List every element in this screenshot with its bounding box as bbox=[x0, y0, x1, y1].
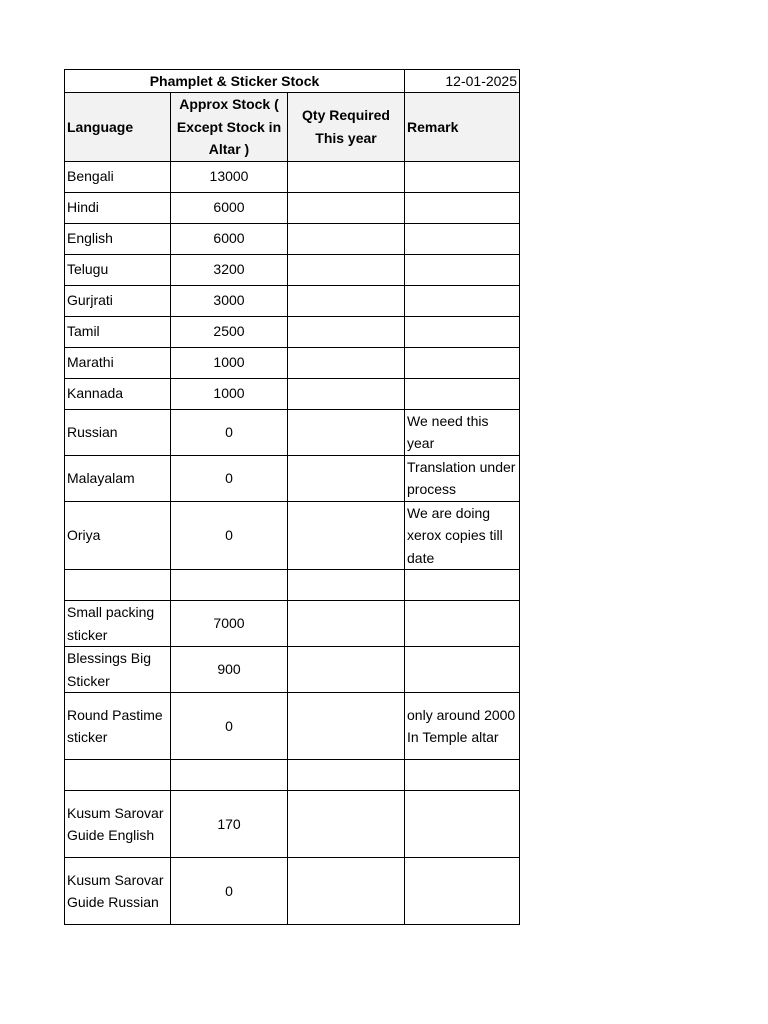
language-cell: Oriya bbox=[65, 501, 171, 570]
language-cell: Malayalam bbox=[65, 455, 171, 501]
table-row bbox=[65, 409, 520, 455]
qty-cell bbox=[288, 192, 405, 223]
remark-cell bbox=[405, 223, 520, 254]
remark-cell bbox=[405, 285, 520, 316]
table-row bbox=[65, 347, 520, 378]
qty-cell bbox=[288, 647, 405, 693]
stock-cell bbox=[171, 570, 288, 601]
language-cell: Gurjrati bbox=[65, 285, 171, 316]
remark-cell bbox=[405, 601, 520, 647]
qty-cell bbox=[288, 161, 405, 192]
table-row bbox=[65, 570, 520, 601]
language-cell: Bengali bbox=[65, 161, 171, 192]
stock-cell bbox=[171, 760, 288, 791]
table-row bbox=[65, 223, 520, 254]
stock-cell: 1000 bbox=[171, 378, 288, 409]
stock-cell: 900 bbox=[171, 647, 288, 693]
table-row bbox=[65, 693, 520, 760]
remark-cell bbox=[405, 647, 520, 693]
table-row bbox=[65, 647, 520, 693]
remark-cell bbox=[405, 192, 520, 223]
table-row bbox=[65, 601, 520, 647]
table-row bbox=[65, 192, 520, 223]
language-cell: Marathi bbox=[65, 347, 171, 378]
qty-cell bbox=[288, 501, 405, 570]
language-cell: Small packing sticker bbox=[65, 601, 171, 647]
remark-cell bbox=[405, 254, 520, 285]
remark-cell bbox=[405, 316, 520, 347]
stock-cell: 0 bbox=[171, 455, 288, 501]
table-row bbox=[65, 285, 520, 316]
language-cell bbox=[65, 760, 171, 791]
qty-cell bbox=[288, 223, 405, 254]
header-row bbox=[65, 93, 520, 162]
stock-table bbox=[64, 69, 520, 925]
stock-cell: 6000 bbox=[171, 192, 288, 223]
qty-cell bbox=[288, 409, 405, 455]
stock-cell: 0 bbox=[171, 501, 288, 570]
qty-cell bbox=[288, 601, 405, 647]
stock-cell: 7000 bbox=[171, 601, 288, 647]
header-approx-stock: Approx Stock ( Except Stock in Altar ) bbox=[171, 93, 288, 162]
remark-cell: only around 2000 In Temple altar bbox=[405, 693, 520, 760]
qty-cell bbox=[288, 378, 405, 409]
qty-cell bbox=[288, 285, 405, 316]
language-cell: Hindi bbox=[65, 192, 171, 223]
stock-cell: 2500 bbox=[171, 316, 288, 347]
title-row bbox=[65, 70, 520, 93]
remark-cell bbox=[405, 760, 520, 791]
qty-cell bbox=[288, 693, 405, 760]
remark-cell bbox=[405, 791, 520, 858]
stock-cell: 0 bbox=[171, 693, 288, 760]
stock-cell: 0 bbox=[171, 409, 288, 455]
remark-cell: Translation under process bbox=[405, 455, 520, 501]
language-cell: Round Pastime sticker bbox=[65, 693, 171, 760]
qty-cell bbox=[288, 455, 405, 501]
language-cell: Kannada bbox=[65, 378, 171, 409]
language-cell bbox=[65, 570, 171, 601]
language-cell: Kusum Sarovar Guide Russian bbox=[65, 858, 171, 925]
qty-cell bbox=[288, 347, 405, 378]
language-cell: English bbox=[65, 223, 171, 254]
stock-cell: 1000 bbox=[171, 347, 288, 378]
header-qty-required: Qty Required This year bbox=[288, 93, 405, 162]
stock-cell: 170 bbox=[171, 791, 288, 858]
remark-cell: We are doing xerox copies till date bbox=[405, 501, 520, 570]
language-cell: Kusum Sarovar Guide English bbox=[65, 791, 171, 858]
language-cell: Russian bbox=[65, 409, 171, 455]
qty-cell bbox=[288, 791, 405, 858]
qty-cell bbox=[288, 254, 405, 285]
stock-cell: 3000 bbox=[171, 285, 288, 316]
stock-cell: 6000 bbox=[171, 223, 288, 254]
table-row bbox=[65, 791, 520, 858]
table-row bbox=[65, 455, 520, 501]
table-row bbox=[65, 254, 520, 285]
table-row bbox=[65, 378, 520, 409]
language-cell: Tamil bbox=[65, 316, 171, 347]
qty-cell bbox=[288, 760, 405, 791]
table-row bbox=[65, 501, 520, 570]
language-cell: Telugu bbox=[65, 254, 171, 285]
remark-cell bbox=[405, 570, 520, 601]
sheet-date: 12-01-2025 bbox=[405, 70, 520, 93]
sheet-title: Phamplet & Sticker Stock bbox=[65, 70, 405, 93]
table-row bbox=[65, 760, 520, 791]
stock-cell: 3200 bbox=[171, 254, 288, 285]
table-row bbox=[65, 161, 520, 192]
qty-cell bbox=[288, 316, 405, 347]
qty-cell bbox=[288, 858, 405, 925]
table-row bbox=[65, 316, 520, 347]
remark-cell bbox=[405, 161, 520, 192]
remark-cell: We need this year bbox=[405, 409, 520, 455]
stock-cell: 0 bbox=[171, 858, 288, 925]
qty-cell bbox=[288, 570, 405, 601]
table-row bbox=[65, 858, 520, 925]
stock-cell: 13000 bbox=[171, 161, 288, 192]
remark-cell bbox=[405, 858, 520, 925]
remark-cell bbox=[405, 347, 520, 378]
language-cell: Blessings Big Sticker bbox=[65, 647, 171, 693]
remark-cell bbox=[405, 378, 520, 409]
header-remark: Remark bbox=[405, 93, 520, 162]
header-language: Language bbox=[65, 93, 171, 162]
